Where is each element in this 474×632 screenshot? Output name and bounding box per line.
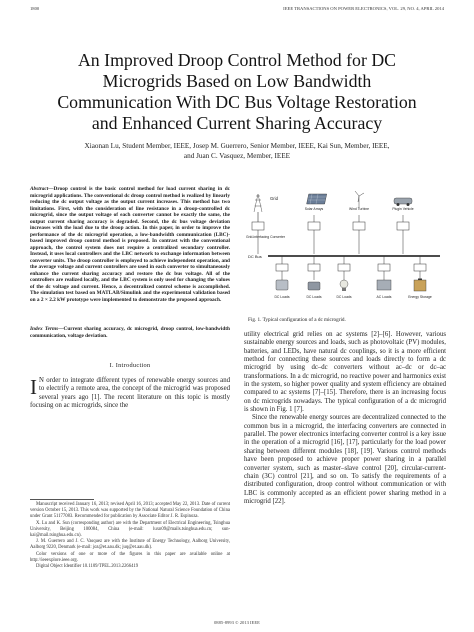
plugin-vehicle-icon [394, 198, 412, 206]
footnotes [30, 502, 230, 570]
page-number: 1800 [30, 6, 40, 11]
vehicle-label: Plugin Vehicle [392, 207, 414, 211]
title-line-4: and Enhanced Current Sharing Accuracy [91, 113, 383, 133]
load-label: DC Loads [306, 295, 322, 299]
section-heading: I. Introduction [109, 362, 151, 369]
dc-load-icon [308, 282, 320, 290]
footnote-affiliation-2: J. M. Guerrero and J. C. Vasquez are with the Institute of Energy Technology, Aalborg University, Aalborg 9220, Denmark (e-mail: joz@et.aau.dk; juq@et.aau.dk). [30, 539, 230, 551]
dc-bus-label: DC Bus [248, 254, 262, 259]
title-line-3: Communication With DC Bus Voltage Restoration [57, 92, 417, 112]
figure-dc-microgrid [244, 188, 446, 313]
grid-tower-icon [254, 194, 262, 212]
abstract [30, 186, 230, 303]
copyright-footer: 0885-8993 © 2013 IEEE [214, 620, 260, 625]
abstract-label: Abstract [30, 186, 49, 192]
load-label: AC Loads [376, 295, 392, 299]
battery-icon [414, 279, 426, 292]
index-terms-label: Index Terms [30, 326, 59, 332]
body-paragraph: Since the renewable energy sources are decentralized connected to the common bus in a microgrid, the interfacing converters are connected in parallel. The power electronics interfacing converter control is a key issue in the operation of a microgrid [16], [17], particularly for the load power sharing between different modules [18], [19]. Various control methods have been proposed to achieve proper power sharing in a parallel converter system, such as master–slave control [20], circular-current-chain (3C) control [21], and so on. To satisfy the requirements of a distributed configuration, droop control without communication or with LBC is commonly accepted as an efficient power sharing method in a microgrid [22]. [244, 414, 446, 505]
body-paragraph: utility electrical grid relies on ac systems [2]–[6]. However, various sustainable energy sources and loads, such as photovoltaic (PV) modules, batteries, and LEDs, have natural dc couplings, so it is a more efficient method for connecting these sources and loads directly to form a dc microgrid by using dc–dc converters without ac–dc or dc–ac transformations. In a dc microgrid, no reactive power and harmonics exist in the system, so higher power quality and system efficiency are obtained compared to ac systems [7]–[15]. Therefore, there is an increasing focus on dc microgrids nowadays. The typical configuration of a dc microgrid is shown in Fig. 1 [7]. [244, 331, 446, 414]
index-terms [30, 326, 230, 339]
wind-turbine-icon [355, 191, 364, 208]
wind-label: Wind Turbine [349, 207, 369, 211]
authors-line-1: Xiaonan Lu, Student Member, IEEE, Josep M. Guerrero, Senior Member, IEEE, Kai Sun, Member, IEEE, [84, 142, 390, 150]
converter-label: Grid-interfacing Converter [246, 235, 286, 239]
footnote-received: Manuscript received January 16, 2013; revised April 16, 2013; accepted May 22, 2013. Date of current version October 15, 2013. This work was supported by the National Natural Science Foundation of China under Grant 51177083. Recommended for publication by Associate Editor J. R. Espinoza. [30, 502, 230, 520]
title-line-2: Microgrids Based on Low Bandwidth [102, 71, 372, 91]
figure-caption: Fig. 1. Typical configuration of a dc microgrid. [248, 317, 346, 323]
intro-text: N order to integrate different types of renewable energy sources and to electrify a remote area, the concept of the microgrid was proposed several years ago [1]. The recent literature on this topic is mostly focusing on ac microgrids, since the [30, 377, 230, 410]
solar-label: Solar Arrays [304, 207, 324, 211]
index-terms-text: —Current sharing accuracy, dc microgrid, droop control, low-bandwidth communication, voltage deviation. [30, 326, 230, 339]
title-line-1: An Improved Droop Control Method for DC [77, 50, 397, 70]
footnote-doi: Digital Object Identifier 10.1109/TPEL.2013.2266419 [36, 564, 139, 570]
ac-load-icon [377, 280, 391, 290]
right-column-text [244, 331, 446, 506]
lamp-icon [340, 280, 348, 291]
intro-paragraph [30, 377, 230, 411]
footnote-color: Color versions of one or more of the figures in this paper are available online at http://ieeexplore.ieee.org. [30, 551, 230, 563]
author-list [30, 141, 444, 161]
dc-load-icon [276, 280, 288, 290]
paper-title [20, 50, 454, 134]
abstract-text: —Droop control is the basic control method for load current sharing in dc microgrid applications. The conventional dc droop control method is realized by linearly reducing the dc output voltage as the output current increases. This method has two limitations. First, with the consideration of line resistance in a droop-controlled dc microgrid, since the output voltage of each converter cannot be exactly the same, the output current sharing accuracy is degraded. Second, the dc bus voltage deviation increases with the load due to the droop action. In this paper, in order to improve the performance of the dc microgrid operation, a low-bandwidth communication (LBC)-based improved droop control method is proposed. In contrast with the conventional approach, the control system does not require a centralized secondary controller. Instead, it uses local controllers and the LBC network to exchange information between converter units. The droop controller is employed to achieve independent operation, and the average voltage and current controllers are used in each converter to simultaneously enhance the current sharing accuracy and restore the dc bus voltage. All of the controllers are realized locally, and the LBC system is only used for changing the values of the dc voltage and current. Hence, a decentralized control scheme is accomplished. The simulation test based on MATLAB/Simulink and the experimental validation based on a 2 × 2.2 kW prototype were implemented to demonstrate the proposed approach. [30, 186, 230, 303]
footnote-divider [30, 499, 94, 500]
grid-label: Grid [270, 196, 278, 201]
solar-array-icon [307, 194, 327, 204]
drop-cap: I [30, 375, 37, 399]
authors-line-2: and Juan C. Vasquez, Member, IEEE [183, 152, 291, 160]
journal-header: IEEE TRANSACTIONS ON POWER ELECTRONICS, VOL. 29, NO. 4, APRIL 2014 [283, 6, 444, 11]
load-label: DC Loads [274, 295, 290, 299]
load-label: DC Loads [336, 295, 352, 299]
footnote-affiliation-1: X. Lu and K. Sun (corresponding author) are with the Department of Electrical Engineering, Tsinghua University, Beijing 100084, China (e-mail: luxn09@mails.tsinghua.edu.cn; sun-kai@mail.tsinghua.edu.cn). [30, 520, 230, 539]
storage-label: Energy Storage [408, 295, 432, 299]
